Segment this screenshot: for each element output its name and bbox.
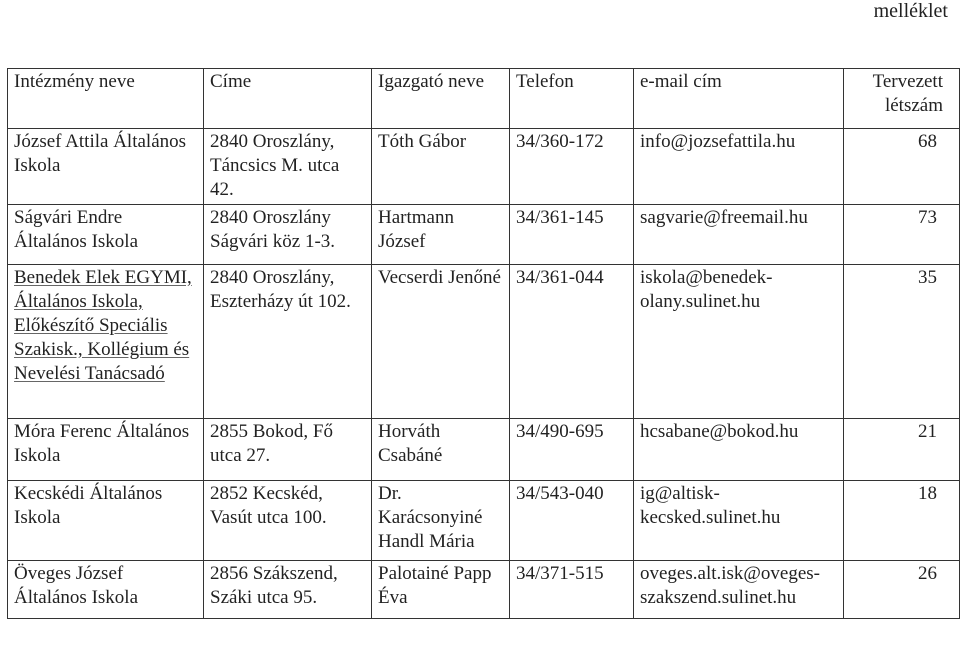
header-address: Címe [204,69,372,129]
cell-phone: 34/543-040 [510,481,634,561]
header-principal: Igazgató neve [372,69,510,129]
cell-phone: 34/371-515 [510,561,634,619]
cell-email: oveges.alt.isk@oveges-szakszend.sulinet.hu [634,561,844,619]
cell-email: info@jozsefattila.hu [634,129,844,205]
header-email: e-mail cím [634,69,844,129]
attachment-label: melléklet [873,0,948,22]
cell-address: 2840 Oroszlány, Eszterházy út 102. [204,265,372,419]
cell-principal: Horváth Csabáné [372,419,510,481]
cell-phone: 34/490-695 [510,419,634,481]
cell-principal: Vecserdi Jenőné [372,265,510,419]
table-row [8,265,960,419]
schools-table [7,68,960,619]
cell-principal: Tóth Gábor [372,129,510,205]
cell-capacity: 18 [844,481,960,561]
cell-address: 2852 Kecskéd, Vasút utca 100. [204,481,372,561]
cell-address: 2856 Szákszend, Száki utca 95. [204,561,372,619]
cell-phone: 34/361-044 [510,265,634,419]
table-row [8,419,960,481]
cell-email: hcsabane@bokod.hu [634,419,844,481]
cell-name: Kecskédi Általános Iskola [8,481,204,561]
table-header-row [8,69,960,129]
header-phone: Telefon [510,69,634,129]
cell-capacity: 73 [844,205,960,265]
cell-capacity: 35 [844,265,960,419]
cell-principal: Palotainé Papp Éva [372,561,510,619]
cell-capacity: 21 [844,419,960,481]
header-capacity: Tervezett létszám [844,69,960,129]
cell-capacity: 68 [844,129,960,205]
table-row [8,129,960,205]
cell-name: Ságvári Endre Általános Iskola [8,205,204,265]
cell-capacity: 26 [844,561,960,619]
header-name: Intézmény neve [8,69,204,129]
cell-name: Móra Ferenc Általános Iskola [8,419,204,481]
cell-address: 2840 Oroszlány, Táncsics M. utca 42. [204,129,372,205]
cell-name: József Attila Általános Iskola [8,129,204,205]
cell-email: iskola@benedek-olany.sulinet.hu [634,265,844,419]
cell-address: 2840 Oroszlány Ságvári köz 1-3. [204,205,372,265]
cell-name: Benedek Elek EGYMI, Általános Iskola, Előkészítő Speciális Szakisk., Kollégium és Nevelési Tanácsadó [8,265,204,419]
table-row [8,561,960,619]
cell-email: ig@altisk-kecsked.sulinet.hu [634,481,844,561]
cell-phone: 34/360-172 [510,129,634,205]
cell-name: Öveges József Általános Iskola [8,561,204,619]
cell-address: 2855 Bokod, Fő utca 27. [204,419,372,481]
cell-email: sagvarie@freemail.hu [634,205,844,265]
table-row [8,205,960,265]
cell-phone: 34/361-145 [510,205,634,265]
table-row [8,481,960,561]
cell-principal: Hartmann József [372,205,510,265]
cell-principal: Dr. Karácsonyiné Handl Mária [372,481,510,561]
